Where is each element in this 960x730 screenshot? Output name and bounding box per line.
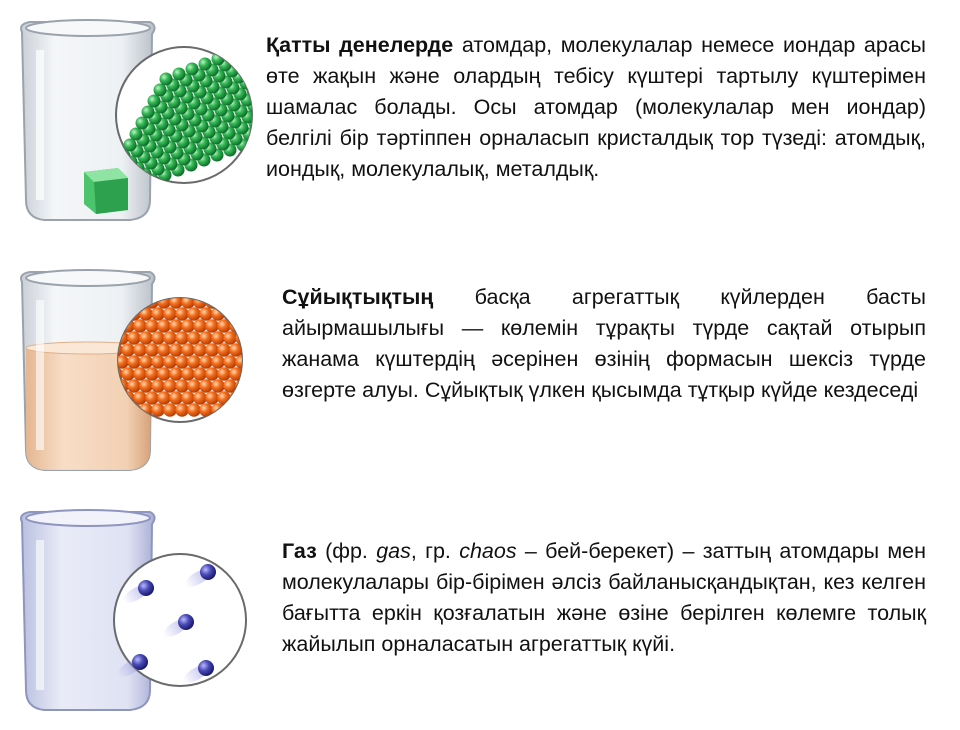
liquid-sphere xyxy=(127,379,141,393)
solid-section xyxy=(0,0,960,240)
liquid-sphere xyxy=(157,343,171,357)
liquid-sphere xyxy=(169,391,183,405)
lattice-sphere xyxy=(225,48,238,61)
liquid-sphere xyxy=(145,343,159,357)
liquid-sphere xyxy=(229,295,243,309)
gas-text-2: , гр. xyxy=(410,539,460,563)
liquid-sphere xyxy=(151,355,165,369)
lattice-sphere xyxy=(253,72,261,85)
liquid-sphere xyxy=(181,391,195,405)
liquid-sphere xyxy=(193,295,207,309)
lattice-sphere xyxy=(239,60,252,73)
lattice-sphere xyxy=(136,117,149,130)
liquid-sphere xyxy=(199,355,213,369)
gas-italic-1: gas xyxy=(376,539,411,563)
gas-sphere xyxy=(138,580,154,596)
liquid-sphere xyxy=(211,355,225,369)
liquid-sphere xyxy=(187,355,201,369)
lattice-sphere xyxy=(212,53,225,66)
liquid-sphere xyxy=(199,379,213,393)
liquid-sphere xyxy=(169,343,183,357)
liquid-sphere xyxy=(193,319,207,333)
liquid-term: Сұйықтықтың xyxy=(282,285,434,309)
liquid-sphere xyxy=(151,403,165,417)
liquid-sphere xyxy=(205,391,219,405)
gas-sphere xyxy=(132,654,148,670)
liquid-sphere xyxy=(229,319,243,333)
liquid-sphere xyxy=(223,331,237,345)
lattice-sphere xyxy=(186,63,199,76)
liquid-sphere xyxy=(151,331,165,345)
liquid-sphere xyxy=(175,403,189,417)
liquid-sphere xyxy=(145,319,159,333)
liquid-sphere xyxy=(175,331,189,345)
lattice-sphere xyxy=(252,55,261,68)
liquid-sphere xyxy=(193,343,207,357)
liquid-sphere xyxy=(133,319,147,333)
lattice-sphere xyxy=(148,95,161,108)
lattice-sphere xyxy=(130,128,143,141)
liquid-sphere xyxy=(157,391,171,405)
liquid-sphere xyxy=(127,355,141,369)
liquid-sphere xyxy=(235,307,249,321)
liquid-sphere xyxy=(235,403,249,417)
liquid-sphere xyxy=(217,367,231,381)
liquid-sphere xyxy=(199,331,213,345)
liquid-sphere xyxy=(157,295,171,309)
gas-text-3: – бей-берекет) – заттың атомдары мен молекулалары бір-бірімен әлсіз байланысқандықтан, кез келген бағытта еркін қозғалатын және өзіне берілген көлемге толық жайылып орналасатын агрегаттық күйі. xyxy=(282,539,927,656)
lattice-sphere xyxy=(232,54,245,67)
liquid-sphere xyxy=(193,391,207,405)
lattice-sphere xyxy=(142,106,155,119)
liquid-sphere xyxy=(163,379,177,393)
lattice-sphere xyxy=(251,38,261,51)
liquid-sphere xyxy=(175,355,189,369)
liquid-sphere xyxy=(169,319,183,333)
liquid-sphere xyxy=(187,403,201,417)
liquid-sphere xyxy=(187,331,201,345)
liquid-sphere xyxy=(151,379,165,393)
liquid-sphere xyxy=(145,367,159,381)
liquid-sphere xyxy=(151,307,165,321)
lattice-sphere xyxy=(124,139,137,152)
lattice-sphere xyxy=(255,106,261,119)
liquid-sphere xyxy=(175,379,189,393)
liquid-sphere xyxy=(217,295,231,309)
liquid-sphere xyxy=(223,403,237,417)
liquid-sphere xyxy=(133,367,147,381)
liquid-sphere xyxy=(193,367,207,381)
solid-beaker-illustration xyxy=(0,10,260,240)
gas-beaker-illustration xyxy=(0,500,260,730)
lattice-sphere xyxy=(260,78,261,91)
lattice-sphere xyxy=(246,66,259,79)
liquid-sphere xyxy=(163,403,177,417)
liquid-sphere xyxy=(163,307,177,321)
gas-text-1: (фр. xyxy=(316,539,377,563)
liquid-sphere xyxy=(145,391,159,405)
liquid-sphere xyxy=(205,343,219,357)
liquid-sphere xyxy=(187,307,201,321)
liquid-sphere xyxy=(175,307,189,321)
liquid-description xyxy=(282,282,926,406)
solid-term: Қатты денелерде xyxy=(266,33,454,57)
gas-sphere xyxy=(178,614,194,630)
lattice-sphere xyxy=(247,83,260,96)
gas-sphere xyxy=(200,564,216,580)
liquid-sphere xyxy=(187,379,201,393)
liquid-section xyxy=(0,250,960,490)
liquid-sphere xyxy=(235,331,249,345)
liquid-sphere xyxy=(205,367,219,381)
solid-description xyxy=(266,30,926,185)
liquid-sphere xyxy=(199,307,213,321)
liquid-sphere xyxy=(211,331,225,345)
gas-italic-2: chaos xyxy=(459,539,517,563)
liquid-sphere xyxy=(163,331,177,345)
liquid-sphere xyxy=(133,391,147,405)
liquid-sphere xyxy=(205,319,219,333)
liquid-sphere xyxy=(211,379,225,393)
gas-sphere xyxy=(198,660,214,676)
lattice-sphere xyxy=(259,61,261,74)
gas-term: Газ xyxy=(282,539,317,563)
liquid-sphere xyxy=(181,367,195,381)
lattice-sphere xyxy=(254,89,261,102)
liquid-text: басқа агрегаттық күйлерден басты айырмашылығы — көлемін тұрақты түрде сақтай отырып жанама күштердің әсерінен өзінің формасын шексіз түрде өзгерте алуы. Сұйықтық үлкен қысымда тұтқыр күйде кездеседі xyxy=(282,285,926,402)
liquid-beaker-illustration xyxy=(0,260,260,490)
liquid-sphere xyxy=(121,343,135,357)
liquid-sphere xyxy=(133,343,147,357)
liquid-sphere xyxy=(121,367,135,381)
lattice-sphere xyxy=(173,68,186,81)
liquid-sphere xyxy=(181,319,195,333)
lattice-sphere xyxy=(238,43,251,56)
liquid-sphere xyxy=(139,379,153,393)
liquid-sphere xyxy=(163,355,177,369)
liquid-sphere xyxy=(181,343,195,357)
liquid-sphere xyxy=(127,331,141,345)
liquid-sphere xyxy=(217,343,231,357)
lattice-sphere xyxy=(258,44,261,57)
gas-section xyxy=(0,492,960,720)
liquid-sphere xyxy=(223,355,237,369)
liquid-sphere xyxy=(217,391,231,405)
liquid-sphere xyxy=(139,331,153,345)
solid-text: атомдар, молекулалар немесе иондар арасы өте жақын және олардың тебісу күштері тартылу күштерімен шамалас болады. Осы атомдар (молекулалар мен иондар) белгілі бір тәртіппен орналасып кристалдық тор түзеді: атомдық, иондық, молекулалық, металдық. xyxy=(266,33,927,181)
lattice-sphere xyxy=(154,84,167,97)
liquid-sphere xyxy=(157,367,171,381)
lattice-sphere xyxy=(245,49,258,62)
liquid-sphere xyxy=(169,367,183,381)
gas-molecules-icon xyxy=(114,554,246,686)
liquid-sphere xyxy=(157,319,171,333)
lattice-sphere xyxy=(199,58,212,71)
gas-description xyxy=(282,536,926,660)
liquid-sphere xyxy=(139,355,153,369)
lattice-sphere xyxy=(160,73,173,86)
green-cube-icon xyxy=(84,168,128,214)
liquid-sphere xyxy=(229,391,243,405)
liquid-sphere xyxy=(223,307,237,321)
